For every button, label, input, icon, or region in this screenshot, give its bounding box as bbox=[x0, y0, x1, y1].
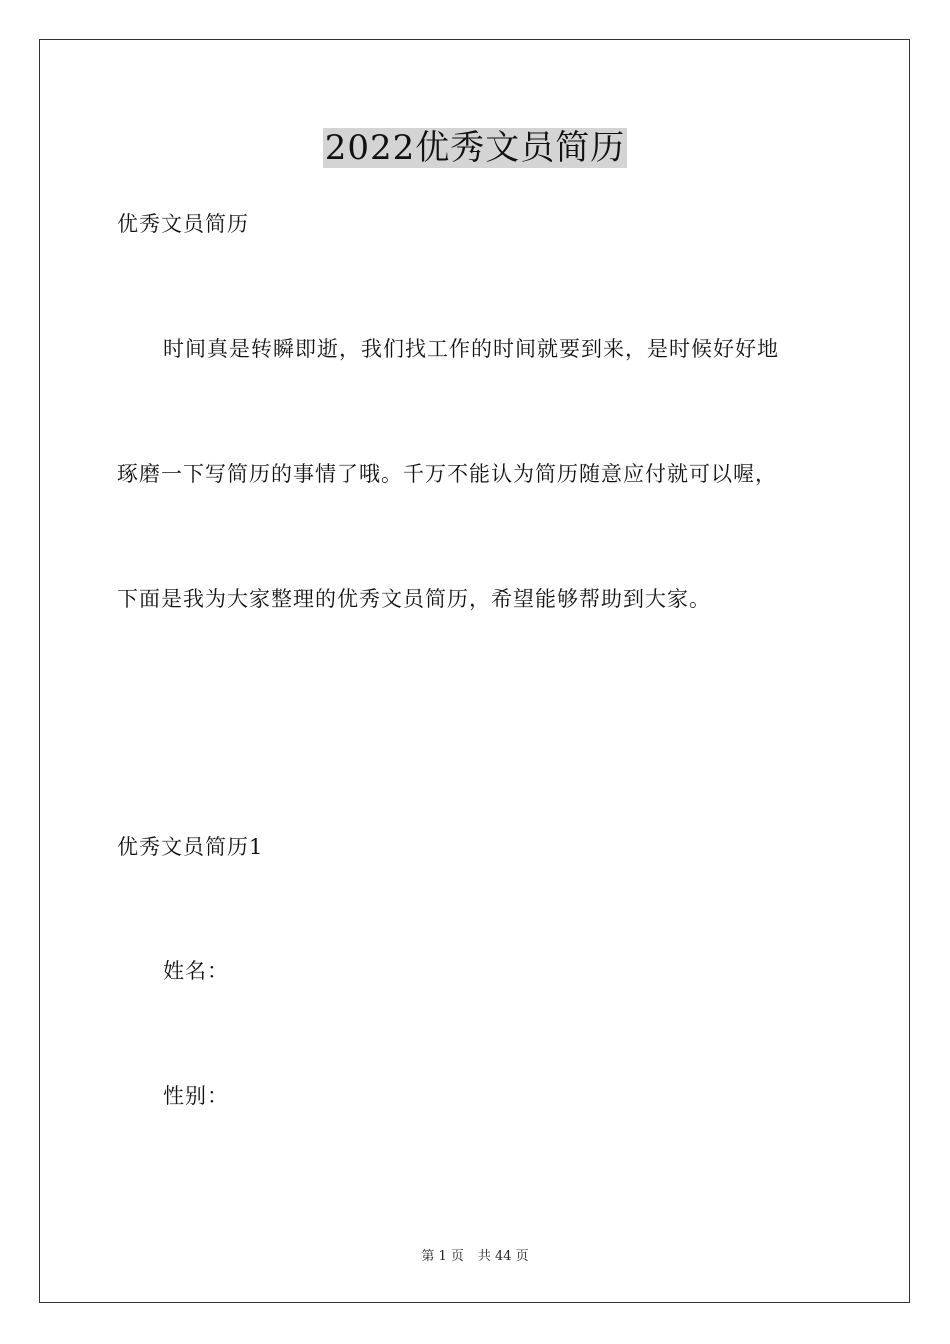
intro-line-2: 琢磨一下写简历的事情了哦。千万不能认为简历随意应付就可以喔， bbox=[117, 462, 777, 486]
section-heading: 优秀文员简历1 bbox=[117, 835, 264, 859]
intro-line-3: 下面是我为大家整理的优秀文员简历，希望能够帮助到大家。 bbox=[117, 587, 711, 611]
intro-line-1: 时间真是转瞬即逝，我们找工作的时间就要到来，是时候好好地 bbox=[163, 337, 779, 361]
page-number: 第 1 页 bbox=[421, 1249, 464, 1264]
gender-field-label: 性别： bbox=[163, 1084, 229, 1108]
subtitle: 优秀文员简历 bbox=[117, 212, 249, 236]
name-field-label: 姓名： bbox=[163, 959, 229, 983]
page-footer bbox=[0, 1248, 950, 1266]
document-title bbox=[0, 126, 950, 170]
document-title-text: 2022优秀文员简历 bbox=[324, 128, 626, 168]
page-total: 共 44 页 bbox=[477, 1249, 529, 1264]
